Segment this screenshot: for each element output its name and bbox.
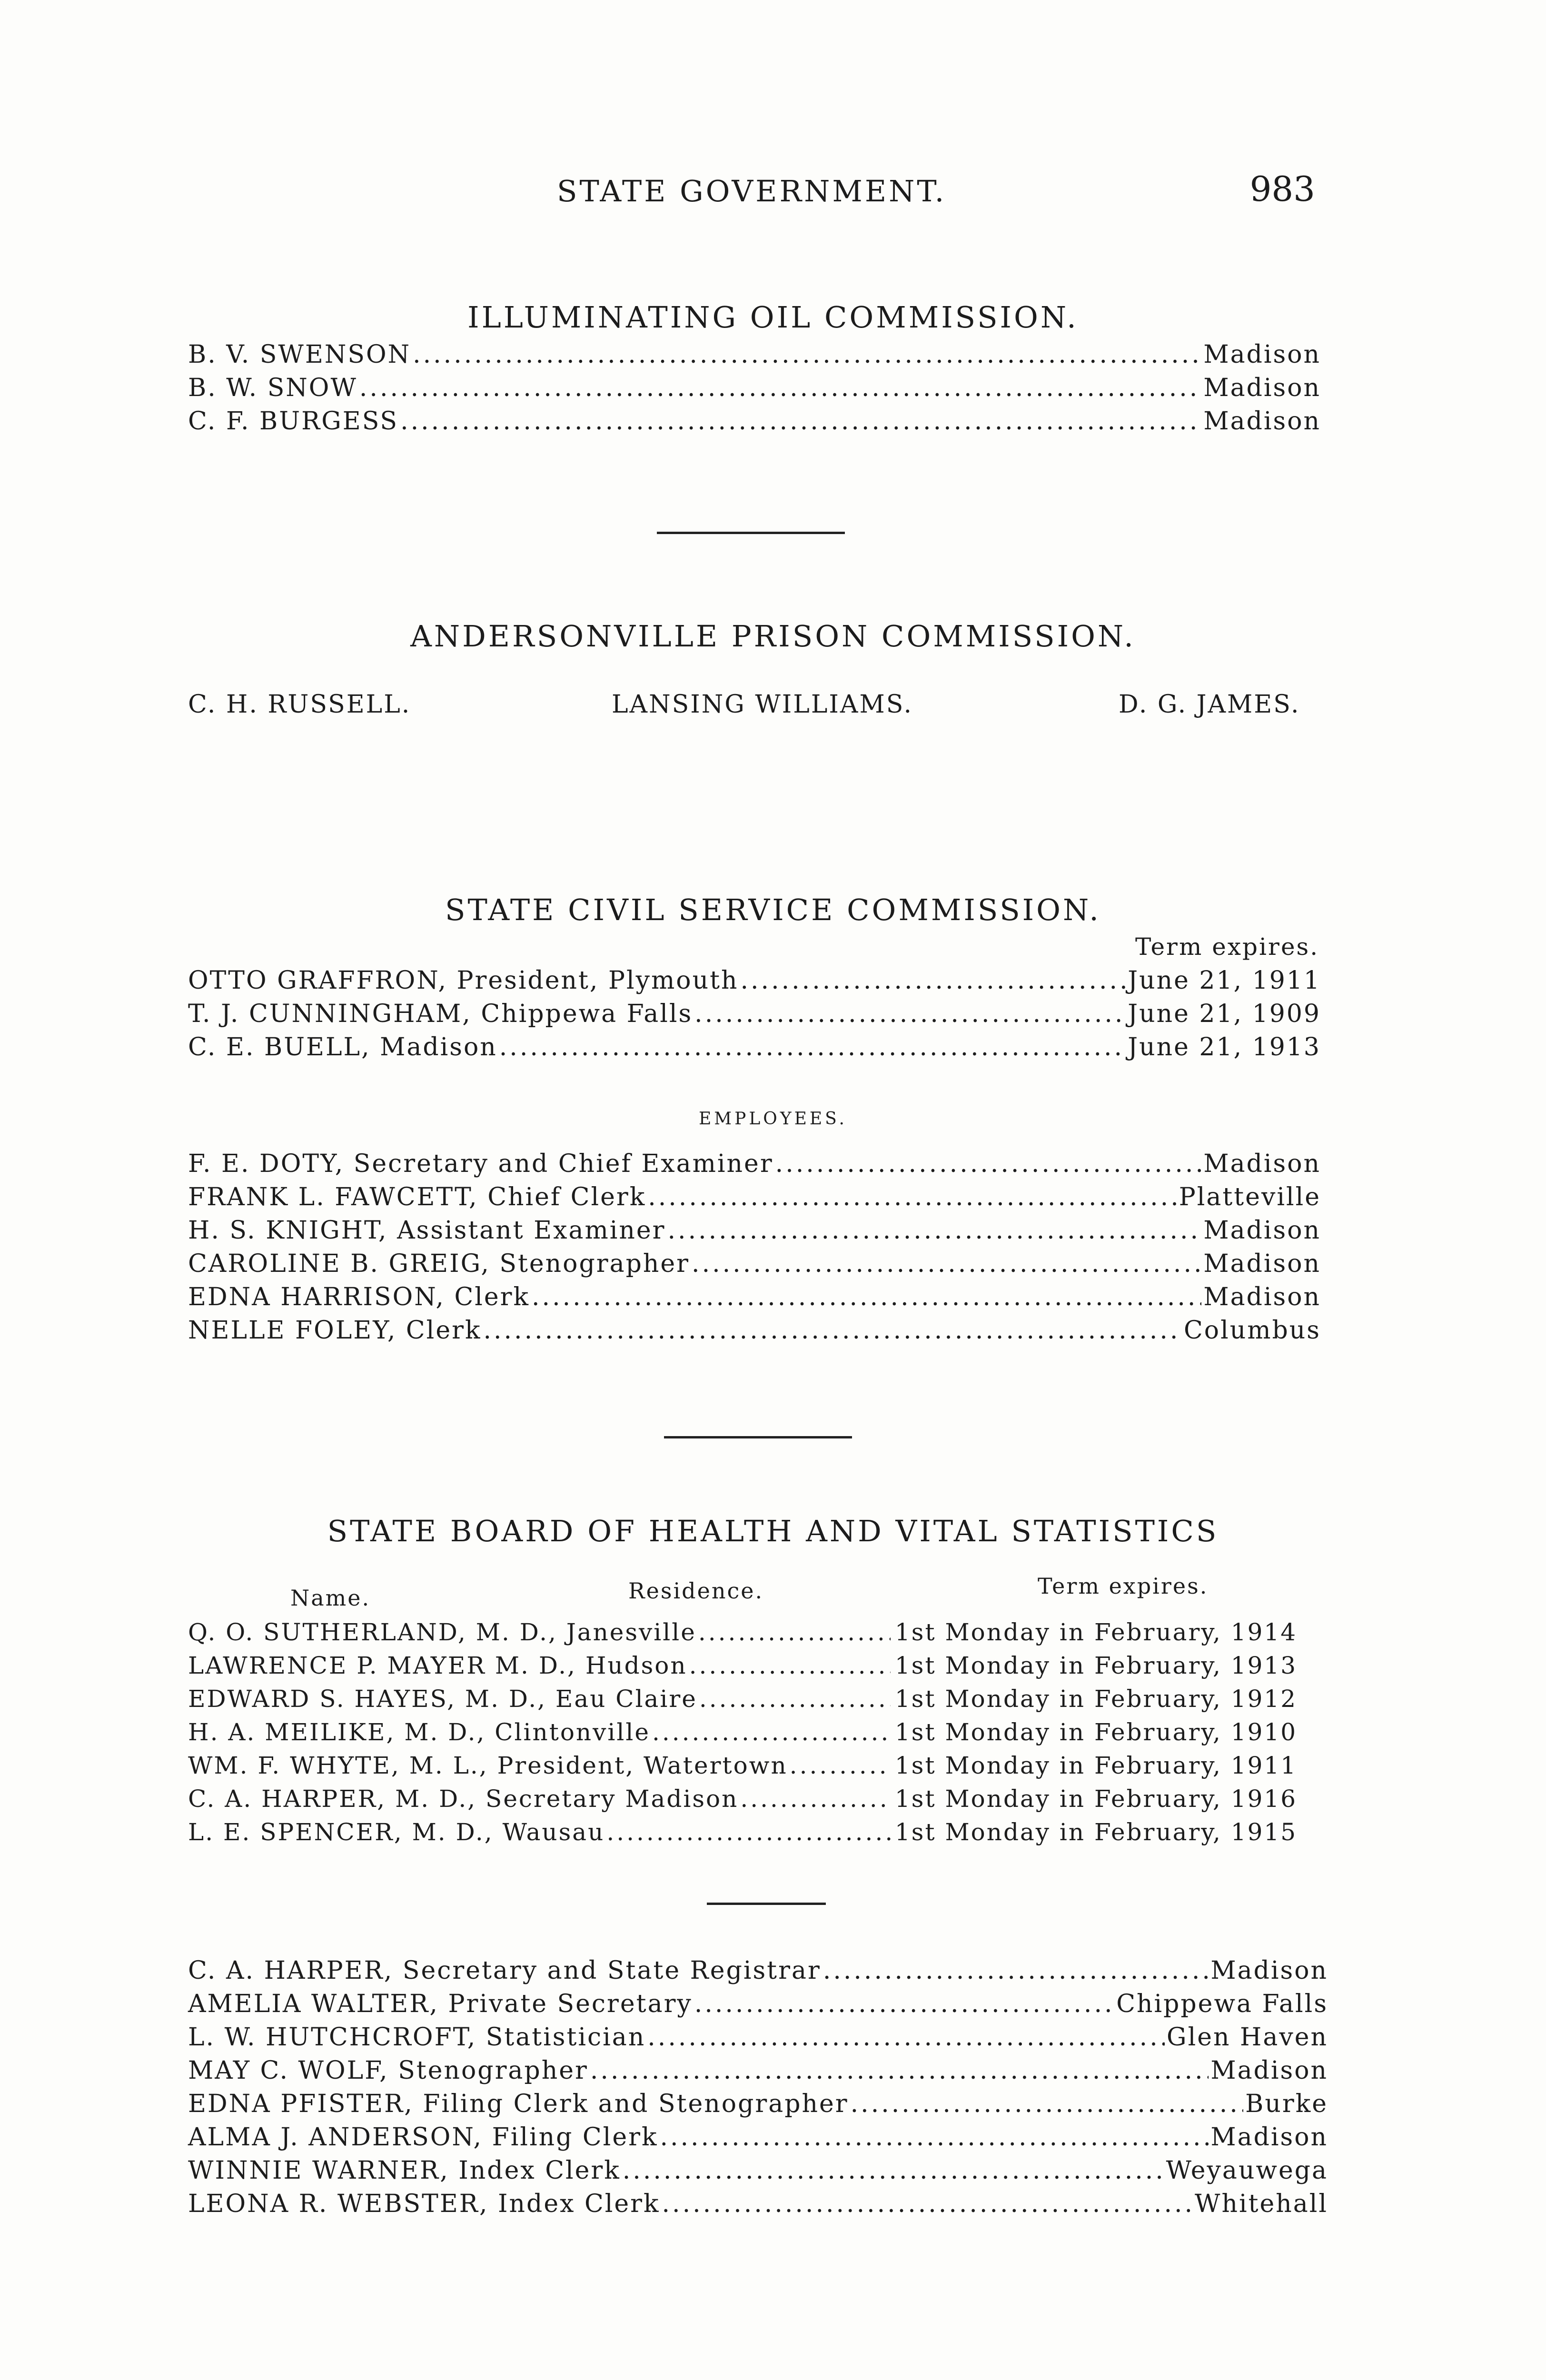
member-place: Madison [1203, 340, 1321, 369]
table-row [188, 1685, 1330, 1718]
dot-leader [606, 1818, 891, 1846]
staff-name: LEONA R. WEBSTER, Index Clerk [188, 2190, 660, 2218]
dot-leader [359, 374, 1201, 402]
term-expires: 1st Monday in February, 1915 [895, 1818, 1298, 1846]
staff-place: Madison [1210, 2123, 1328, 2152]
member-name: B. V. SWENSON [188, 340, 411, 369]
staff-place: Madison [1210, 1956, 1328, 1985]
illuminating-oil-title: ILLUMINATING OIL COMMISSION. [467, 300, 1079, 335]
list-item [188, 1250, 1321, 1278]
residence-column-header: Residence. [628, 1578, 764, 1604]
staff-place: Madison [1210, 2056, 1328, 2085]
employee-name: NELLE FOLEY, Clerk [188, 1316, 482, 1345]
list-item [188, 1150, 1321, 1178]
list-item [188, 340, 1321, 369]
table-row [188, 1785, 1330, 1818]
list-item [188, 2056, 1328, 2085]
member-name: B. W. SNOW [188, 374, 357, 402]
dot-leader [851, 2090, 1244, 2118]
employee-place: Platteville [1179, 1183, 1321, 1211]
andersonville-title: ANDERSONVILLE PRISON COMMISSION. [410, 619, 1136, 654]
member-name: EDWARD S. HAYES, M. D., Eau Claire [188, 1685, 697, 1713]
employee-name: H. S. KNIGHT, Assistant Examiner [188, 1216, 666, 1245]
name-column-header: Name. [290, 1585, 371, 1611]
term-expires: 1st Monday in February, 1914 [895, 1618, 1298, 1646]
dot-leader [648, 1183, 1177, 1211]
member-name: T. J. CUNNINGHAM, Chippewa Falls [188, 1000, 693, 1028]
list-item [188, 1316, 1321, 1345]
dot-leader [790, 1752, 891, 1779]
dot-leader [590, 2056, 1209, 2085]
list-item [188, 1033, 1321, 1061]
dot-leader [698, 1618, 891, 1646]
section-rule [664, 1436, 852, 1438]
term-expires: 1st Monday in February, 1916 [895, 1785, 1298, 1813]
employee-place: Madison [1203, 1250, 1321, 1278]
list-item [188, 1216, 1321, 1245]
list-item [188, 1000, 1321, 1028]
dot-leader [694, 1990, 1114, 2018]
staff-place: Weyauwega [1166, 2156, 1328, 2185]
term-header: Term expires. [1135, 933, 1319, 961]
dot-leader [668, 1216, 1202, 1245]
dot-leader [775, 1150, 1202, 1178]
dot-leader [740, 966, 1126, 995]
member-name: LAWRENCE P. MAYER M. D., Hudson [188, 1652, 687, 1679]
dot-leader [662, 2190, 1193, 2218]
dot-leader [400, 407, 1201, 436]
member-name: C. F. BURGESS [188, 407, 399, 436]
dot-leader [623, 2156, 1164, 2185]
term-expires: June 21, 1911 [1128, 966, 1321, 995]
table-row [188, 1752, 1330, 1785]
dot-leader [660, 2123, 1209, 2152]
staff-name: WINNIE WARNER, Index Clerk [188, 2156, 621, 2185]
dot-leader [483, 1316, 1182, 1345]
health-board-title: STATE BOARD OF HEALTH AND VITAL STATISTICS [327, 1514, 1219, 1548]
section-rule [657, 532, 845, 534]
dot-leader [692, 1250, 1201, 1278]
employee-name: EDNA HARRISON, Clerk [188, 1283, 530, 1311]
dot-leader [647, 2023, 1165, 2052]
member-name: L. E. SPENCER, M. D., Wausau [188, 1818, 605, 1846]
staff-place: Whitehall [1195, 2190, 1328, 2218]
employee-name: F. E. DOTY, Secretary and Chief Examiner [188, 1150, 773, 1178]
list-item [188, 1956, 1328, 1985]
staff-name: ALMA J. ANDERSON, Filing Clerk [188, 2123, 658, 2152]
employee-name: FRANK L. FAWCETT, Chief Clerk [188, 1183, 646, 1211]
staff-name: AMELIA WALTER, Private Secretary [188, 1990, 693, 2018]
list-item [188, 2090, 1328, 2118]
staff-place: Chippewa Falls [1116, 1990, 1328, 2018]
staff-name: L. W. HUTCHCROFT, Statistician [188, 2023, 646, 2052]
running-title: STATE GOVERNMENT. [557, 174, 947, 208]
member-place: Madison [1203, 374, 1321, 402]
list-item [188, 2190, 1328, 2218]
member-name: C. H. RUSSELL. [188, 690, 411, 719]
dot-leader [532, 1283, 1201, 1311]
civil-service-title: STATE CIVIL SERVICE COMMISSION. [445, 892, 1101, 927]
member-name: LANSING WILLIAMS. [612, 690, 913, 719]
table-row [188, 1718, 1330, 1752]
list-item [188, 2123, 1328, 2152]
term-expires: 1st Monday in February, 1913 [895, 1652, 1298, 1679]
dot-leader [413, 340, 1201, 369]
staff-name: C. A. HARPER, Secretary and State Registrar [188, 1956, 821, 1985]
list-item [188, 1183, 1321, 1211]
employee-place: Madison [1203, 1283, 1321, 1311]
member-name: H. A. MEILIKE, M. D., Clintonville [188, 1718, 650, 1746]
dot-leader [694, 1000, 1126, 1028]
member-name: WM. F. WHYTE, M. L., President, Watertown [188, 1752, 788, 1779]
dot-leader [652, 1718, 891, 1746]
employee-place: Madison [1203, 1216, 1321, 1245]
term-expires: June 21, 1913 [1128, 1033, 1321, 1061]
list-item [188, 2023, 1328, 2052]
member-name: C. E. BUELL, Madison [188, 1033, 497, 1061]
running-head [0, 169, 1546, 217]
employee-place: Madison [1203, 1150, 1321, 1178]
employee-name: CAROLINE B. GREIG, Stenographer [188, 1250, 690, 1278]
term-expires: 1st Monday in February, 1911 [895, 1752, 1298, 1779]
table-row [188, 1618, 1330, 1652]
staff-name: EDNA PFISTER, Filing Clerk and Stenographer [188, 2090, 849, 2118]
list-item [188, 374, 1321, 402]
dot-leader [699, 1685, 891, 1713]
member-name: Q. O. SUTHERLAND, M. D., Janesville [188, 1618, 696, 1646]
dot-leader [689, 1652, 891, 1679]
dot-leader [740, 1785, 891, 1813]
employees-title: EMPLOYEES. [699, 1109, 847, 1129]
table-row [188, 1818, 1330, 1852]
page-number: 983 [1249, 169, 1315, 209]
term-expires: 1st Monday in February, 1910 [895, 1718, 1298, 1746]
list-item [188, 966, 1321, 995]
staff-place: Glen Haven [1167, 2023, 1328, 2052]
list-item [188, 1990, 1328, 2018]
term-expires: 1st Monday in February, 1912 [895, 1685, 1298, 1713]
employee-place: Columbus [1184, 1316, 1321, 1345]
member-name: OTTO GRAFFRON, President, Plymouth [188, 966, 739, 995]
member-name: D. G. JAMES. [1119, 690, 1300, 719]
section-rule [707, 1903, 826, 1905]
member-name: C. A. HARPER, M. D., Secretary Madison [188, 1785, 739, 1813]
staff-name: MAY C. WOLF, Stenographer [188, 2056, 588, 2085]
list-item [188, 2156, 1328, 2185]
staff-place: Burke [1245, 2090, 1328, 2118]
term-expires: June 21, 1909 [1128, 1000, 1321, 1028]
list-item [188, 407, 1321, 436]
list-item [188, 1283, 1321, 1311]
term-column-header: Term expires. [1038, 1573, 1209, 1599]
dot-leader [499, 1033, 1126, 1061]
dot-leader [823, 1956, 1209, 1985]
table-row [188, 1652, 1330, 1685]
member-place: Madison [1203, 407, 1321, 436]
